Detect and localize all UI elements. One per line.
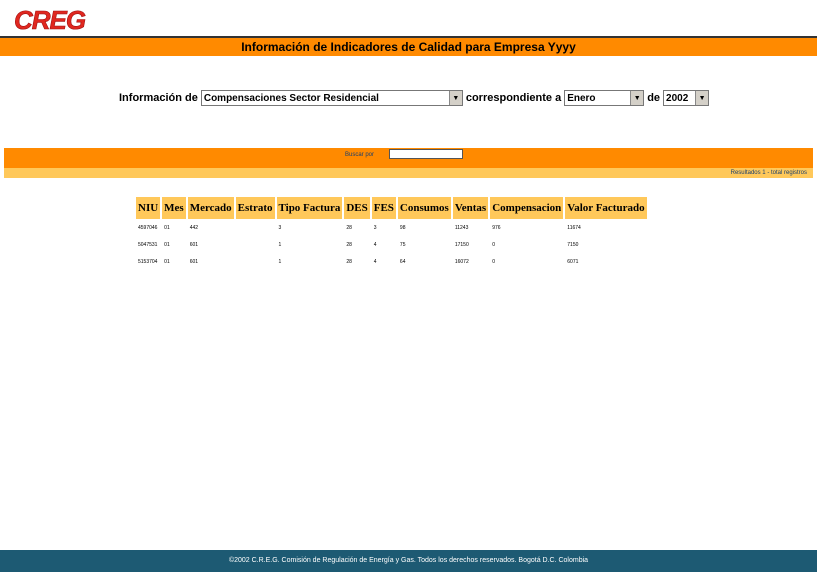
month-value: Enero [567,92,596,104]
cell-niu: 4597046 [138,224,158,231]
chevron-down-icon[interactable]: ▼ [630,91,643,105]
info-label: Información de [119,92,198,104]
cell-estrato [236,253,275,270]
col-header-mercado[interactable]: Mercado [188,197,234,219]
results-bar [4,168,813,178]
cell-des: 28 [346,224,352,231]
col-header-des[interactable]: DES [344,197,369,219]
cell-tipo-factura: 3 [278,224,282,231]
cell-tipo-factura: 1 [278,258,282,265]
cell-consumos: 98 [399,224,406,231]
cell-mercado: 601 [189,241,199,248]
cell-ventas: 17150 [454,241,469,248]
col-header-mes[interactable]: Mes [162,197,186,219]
cell-compensacion: 0 [492,241,495,248]
cell-fes: 3 [373,224,377,231]
col-header-ventas[interactable]: Ventas [453,197,488,219]
chevron-down-icon[interactable]: ▼ [695,91,708,105]
filter-row [116,89,709,107]
col-header-tipo-factura[interactable]: Tipo Factura [277,197,343,219]
table-row [136,219,647,236]
col-header-fes[interactable]: FES [372,197,396,219]
table-row [136,253,647,270]
cell-mes: 01 [164,258,170,265]
table-row [136,236,647,253]
results-table [134,197,649,270]
col-header-valor-facturado[interactable]: Valor Facturado [565,197,646,219]
cell-niu: 5153704 [138,258,158,265]
cell-compensacion: 976 [492,224,501,231]
cell-des: 28 [346,241,352,248]
cell-fes: 4 [373,258,377,265]
month-select[interactable] [564,90,644,106]
cell-niu: 5047531 [138,241,158,248]
cell-mes: 01 [164,241,170,248]
report-type-value: Compensaciones Sector Residencial [203,92,379,104]
cell-des: 28 [346,258,352,265]
search-label: Buscar por [345,152,375,158]
cell-ventas: 16072 [454,258,469,265]
cell-compensacion: 0 [492,258,495,265]
creg-logo[interactable] [14,6,98,32]
col-header-consumos[interactable]: Consumos [398,197,451,219]
page-title: Información de Indicadores de Calidad para Empresa Yyyy [0,38,817,56]
col-header-compensacion[interactable]: Compensacion [490,197,563,219]
cell-estrato [236,236,275,253]
results-count: Resultados 1 - total registros [730,170,807,176]
year-select[interactable] [663,90,709,106]
cell-tipo-factura: 1 [278,241,282,248]
footer-copyright: ©2002 C.R.E.G. Comisión de Regulación de Energía y Gas. Todos los derechos reservados. Bogotá D.C. Colombia [0,550,817,572]
cell-fes: 4 [373,241,377,248]
cell-mes: 01 [164,224,170,231]
cell-valor-facturado: 11674 [567,224,581,231]
cell-ventas: 11243 [454,224,469,231]
cell-consumos: 75 [399,241,406,248]
report-type-select[interactable] [201,90,463,106]
chevron-down-icon[interactable]: ▼ [449,91,462,105]
logo-bar [0,0,817,36]
de-label: de [647,92,661,104]
cell-consumos: 64 [399,258,406,265]
col-header-niu[interactable]: NIU [136,197,160,219]
cell-mercado: 601 [189,258,199,265]
cell-valor-facturado: 6071 [567,258,579,265]
logo-text: CREG [14,6,86,32]
cell-mercado: 442 [189,224,199,231]
cell-valor-facturado: 7150 [567,241,579,248]
cell-estrato [236,219,275,236]
year-value: 2002 [666,92,689,104]
search-input[interactable] [389,149,463,159]
table-header-row [136,197,647,219]
col-header-estrato[interactable]: Estrato [236,197,275,219]
corresponde-label: correspondiente a [465,92,562,104]
